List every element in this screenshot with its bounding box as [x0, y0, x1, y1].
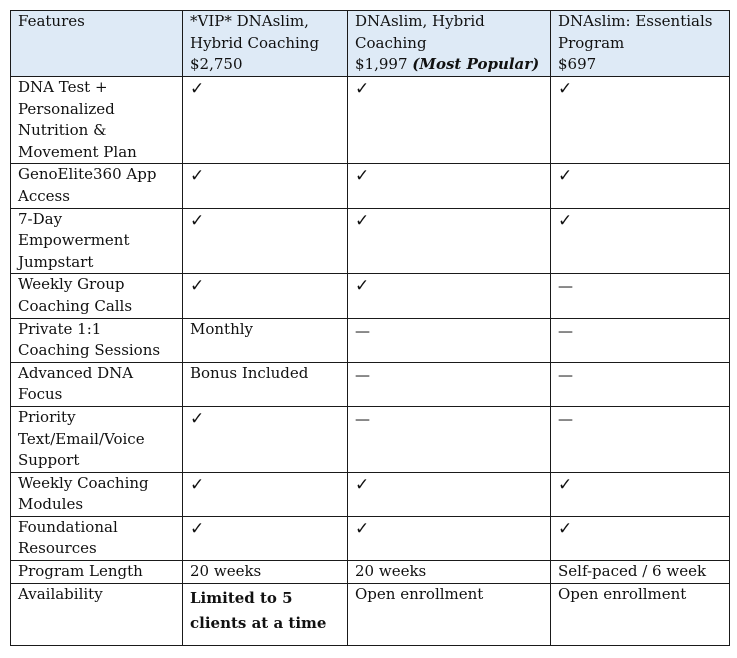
vip-cell-value: Bonus Included — [190, 363, 309, 382]
feature-label — [11, 164, 183, 208]
vip-cell — [183, 77, 348, 164]
dash-icon: — — [355, 321, 370, 340]
feature-label-line: Coaching Sessions — [18, 341, 161, 360]
dash-icon: — — [558, 409, 573, 428]
table-row-modules — [11, 472, 730, 516]
table-row-jumpstart — [11, 208, 730, 274]
dash-icon: — — [558, 321, 573, 340]
checkmark-icon: ✓ — [190, 276, 205, 297]
feature-label-line: Private 1:1 — [18, 319, 102, 338]
checkmark-icon: ✓ — [190, 408, 205, 429]
hybrid-cell-value: 20 weeks — [355, 562, 427, 581]
hybrid-cell — [348, 516, 551, 560]
hybrid-cell — [348, 77, 551, 164]
feature-label-line: Access — [18, 186, 70, 205]
essentials-plan-price: $697 — [558, 55, 597, 74]
essentials-cell — [551, 362, 730, 406]
feature-label-line: Weekly Coaching — [18, 473, 149, 492]
table-row-availability — [11, 584, 730, 646]
feature-label — [11, 318, 183, 362]
features-header-label: Features — [18, 12, 85, 30]
vip-plan-header — [183, 11, 348, 77]
header-row — [11, 11, 730, 77]
feature-label — [11, 561, 183, 584]
essentials-cell-value: Self-paced / 6 week — [558, 562, 707, 581]
essentials-plan-header — [551, 11, 730, 77]
feature-label-line: GenoElite360 App — [18, 165, 157, 184]
essentials-cell — [551, 77, 730, 164]
checkmark-icon: ✓ — [355, 166, 370, 187]
hybrid-cell — [348, 472, 551, 516]
table-row-group-calls — [11, 274, 730, 318]
feature-label-line: Weekly Group — [18, 275, 125, 294]
hybrid-plan-name-line-1: DNAslim, Hybrid — [355, 12, 485, 30]
dash-icon: — — [558, 365, 573, 384]
checkmark-icon: ✓ — [355, 79, 370, 99]
hybrid-cell — [348, 584, 551, 646]
hybrid-cell — [348, 406, 551, 472]
feature-label — [11, 406, 183, 472]
vip-cell-value: Monthly — [190, 319, 254, 338]
vip-cell — [183, 561, 348, 584]
feature-label-line: Text/Email/Voice — [18, 429, 145, 448]
feature-label — [11, 362, 183, 406]
vip-plan-name-line-2: Hybrid Coaching — [190, 33, 320, 52]
dash-icon: — — [355, 409, 370, 428]
vip-cell — [183, 274, 348, 318]
feature-label-line: Priority — [18, 407, 76, 426]
checkmark-icon: ✓ — [355, 518, 370, 539]
feature-label-line: Nutrition & — [18, 121, 107, 140]
checkmark-icon: ✓ — [190, 518, 205, 539]
feature-label-line: Jumpstart — [18, 252, 94, 271]
feature-label-line: Empowerment — [18, 231, 130, 250]
checkmark-icon: ✓ — [190, 79, 205, 99]
essentials-cell — [551, 472, 730, 516]
vip-cell — [183, 208, 348, 274]
essentials-cell-value: Open enrollment — [558, 585, 687, 604]
table-row-private-sessions — [11, 318, 730, 362]
vip-cell — [183, 318, 348, 362]
checkmark-icon: ✓ — [558, 518, 573, 539]
feature-label — [11, 472, 183, 516]
checkmark-icon: ✓ — [558, 474, 573, 495]
feature-label-line: Advanced DNA — [18, 363, 134, 382]
checkmark-icon: ✓ — [355, 474, 370, 495]
essentials-cell — [551, 208, 730, 274]
feature-label — [11, 208, 183, 274]
essentials-cell — [551, 516, 730, 560]
feature-label-line: Availability — [18, 585, 103, 604]
checkmark-icon: ✓ — [355, 276, 370, 297]
essentials-plan-name-line-1: DNAslim: Essentials — [558, 12, 713, 30]
essentials-cell — [551, 584, 730, 646]
vip-plan-name-line-1: *VIP* DNAslim, — [190, 12, 309, 30]
feature-label — [11, 584, 183, 646]
vip-cell-value: 20 weeks — [190, 562, 262, 581]
hybrid-cell — [348, 208, 551, 274]
checkmark-icon: ✓ — [190, 474, 205, 495]
feature-label-line: Resources — [18, 539, 97, 558]
feature-label-line: 7-Day — [18, 209, 63, 228]
feature-label-line: Program Length — [18, 562, 143, 581]
essentials-cell — [551, 406, 730, 472]
vip-plan-price: $2,750 — [190, 55, 243, 74]
feature-label-line: Personalized — [18, 99, 115, 118]
feature-label-line: Foundational — [18, 517, 118, 536]
hybrid-cell — [348, 362, 551, 406]
dash-icon: — — [558, 277, 573, 296]
checkmark-icon: ✓ — [558, 210, 573, 231]
hybrid-plan-header — [348, 11, 551, 77]
essentials-cell — [551, 274, 730, 318]
vip-availability-line-2: clients at a time — [190, 614, 327, 633]
checkmark-icon: ✓ — [558, 166, 573, 187]
hybrid-cell — [348, 164, 551, 208]
feature-label-line: DNA Test + — [18, 78, 108, 96]
vip-cell — [183, 406, 348, 472]
feature-label-line: Support — [18, 451, 80, 470]
vip-cell — [183, 516, 348, 560]
feature-label — [11, 77, 183, 164]
checkmark-icon: ✓ — [558, 79, 573, 99]
essentials-plan-name-line-2: Program — [558, 33, 625, 52]
table-row-advanced-dna — [11, 362, 730, 406]
table-row-dna-test — [11, 77, 730, 164]
hybrid-plan-price: $1,997 — [355, 55, 408, 74]
table-row-app-access — [11, 164, 730, 208]
most-popular-badge: (Most Popular) — [412, 55, 540, 74]
hybrid-cell — [348, 561, 551, 584]
feature-label-line: Focus — [18, 385, 63, 404]
feature-label-line: Movement Plan — [18, 142, 137, 161]
table-row-resources — [11, 516, 730, 560]
feature-label — [11, 516, 183, 560]
hybrid-plan-name-line-2: Coaching — [355, 33, 427, 52]
feature-label-line: Coaching Calls — [18, 296, 133, 315]
table-row-program-length — [11, 561, 730, 584]
vip-availability-line-1: Limited to 5 — [190, 589, 293, 608]
hybrid-cell — [348, 274, 551, 318]
hybrid-plan-price-line — [355, 54, 544, 76]
vip-cell — [183, 472, 348, 516]
features-header — [11, 11, 183, 77]
checkmark-icon: ✓ — [190, 166, 205, 187]
table-row-priority-support — [11, 406, 730, 472]
essentials-cell — [551, 561, 730, 584]
checkmark-icon: ✓ — [190, 210, 205, 231]
essentials-cell — [551, 318, 730, 362]
vip-cell — [183, 362, 348, 406]
hybrid-cell-value: Open enrollment — [355, 585, 484, 604]
essentials-cell — [551, 164, 730, 208]
feature-label-line: Modules — [18, 495, 84, 514]
checkmark-icon: ✓ — [355, 210, 370, 231]
vip-cell — [183, 584, 348, 646]
dash-icon: — — [355, 365, 370, 384]
feature-label — [11, 274, 183, 318]
hybrid-cell — [348, 318, 551, 362]
vip-cell — [183, 164, 348, 208]
pricing-comparison-table — [10, 10, 730, 646]
